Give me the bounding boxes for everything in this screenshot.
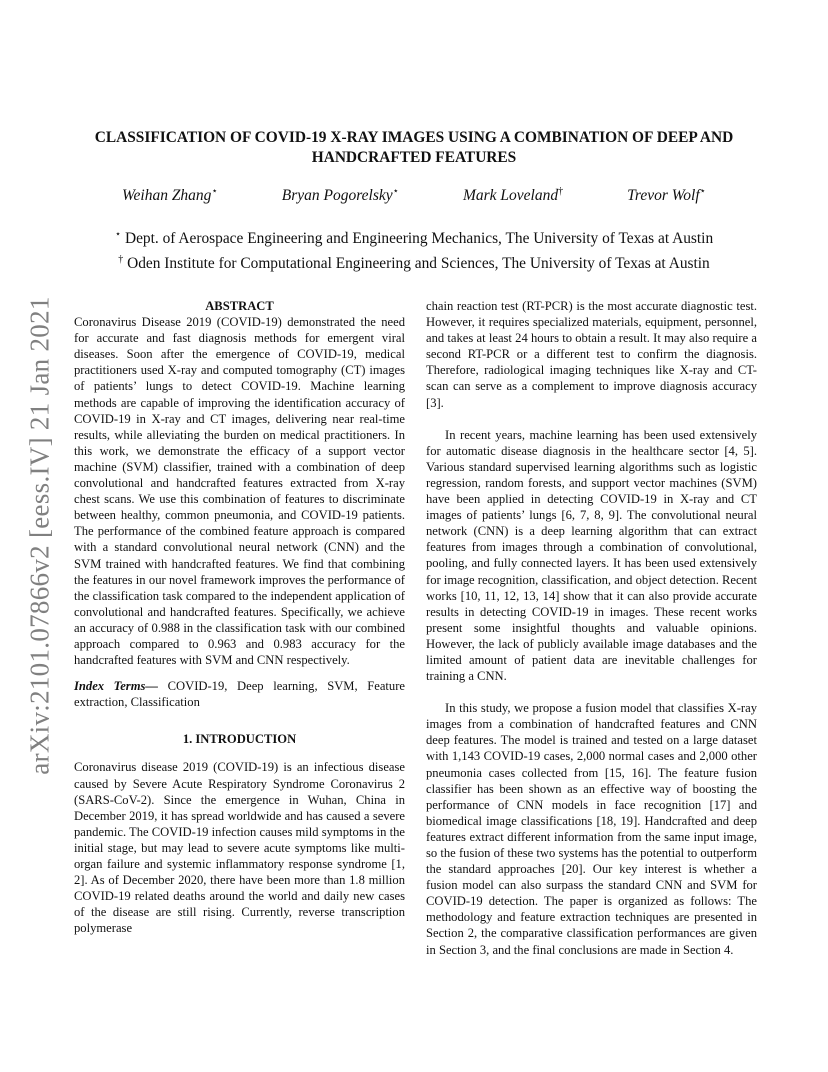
index-terms-label: Index Terms—: [74, 679, 159, 694]
affiliation: ⋆ Dept. of Aerospace Engineering and Engineering Mechanics, The University of Texas at Austin: [114, 229, 714, 248]
section-heading-introduction: 1. INTRODUCTION: [182, 732, 297, 747]
index-terms-text: COVID-19, Deep learning, SVM, Feature extraction, Classification: [74, 679, 406, 710]
paper-title: CLASSIFICATION OF COVID-19 X-RAY IMAGES USING A COMBINATION OF DEEP AND HANDCRAFTED FEATURES: [94, 129, 734, 166]
arxiv-id: arXiv:2101.07866v2 [eess.IV] 21 Jan 2021: [24, 295, 55, 775]
abstract-text: Coronavirus Disease 2019 (COVID-19) demonstrated the need for accurate and fast diagnosis methods for emergent viral diseases. Soon after the emergence of COVID-19, medical practitioners used X-ray and computed tomography (CT) images of patients’ lungs to detect COVID-19. Machine learning methods are capable of improving the identification accuracy of COVID-19 in X-ray and CT images, delivering near real-time results, while alleviating the burden on medical practitioners. In this work, we demonstrate the efficacy of a support vector machine (SVM) classifier, trained with a combination of deep convolutional and handcrafted features extracted from X-ray chest scans. We use this combination of features to discriminate between healthy, common pneumonia, and COVID-19 patients. The performance of the combined feature approach is compared with a standard convolutional neural network (CNN) and the SVM trained with handcrafted features. We find that combining the features in our novel framework improves the performance of the classification task compared to the independent application of convolutional and handcrafted features. Specifically, we achieve an accuracy of 0.988 in the classification task with our combined approach compared to 0.963 and 0.983 accuracy for the handcrafted features with SVM and CNN respectively.: [74, 315, 405, 668]
left-column: [74, 298, 405, 936]
body-paragraph: In this study, we propose a fusion model that classifies X-ray images from a combination of handcrafted features and CNN deep features. The model is trained and tested on a large dataset with 1,143 COVID-19 cases, 2,000 normal cases and 2,000 other pneumonia cases collected from [15, 16]. The feature fusion classifier has been shown as an effective way of boosting the performance of CNN models in face recognition [17] and biomedical image classifications [18, 19]. Handcrafted and deep features extract different information from the same input image, so the fusion of these two systems has the potential to outperform the standard approaches [20]. Our key interest is whether a fusion model can also surpass the standard CNN and SVM for COVID-19 detection. The paper is organized as follows: The methodology and feature extraction techniques are presented in Section 2, the comparative classification performances are given in Section 3, and the final conclusions are made in Section 4.: [426, 701, 757, 957]
arxiv-stamp: [20, 290, 60, 780]
affiliations: [60, 225, 768, 274]
author-list: [90, 186, 738, 205]
intro-paragraph: Coronavirus disease 2019 (COVID-19) is an infectious disease caused by Severe Acute Respiratory Syndrome Coronavirus 2 (SARS-CoV-2). Since the emergence in Wuhan, China in December 2019, it has spread worldwide and has caused a severe pandemic. The COVID-19 infection causes mild symptoms in the initial stage, but may lead to severe acute symptoms like multi-organ failure and systemic inflammatory response syndrome [1, 2]. As of December 2020, there have been more than 1.8 million COVID-19 related deaths around the world and daily new cases of the disease are still rising. Currently, reverse transcription polymerase: [74, 760, 405, 936]
index-terms: [74, 678, 405, 710]
author: Mark Loveland†: [462, 186, 564, 205]
body-paragraph: In recent years, machine learning has been used extensively for automatic disease diagnosis in the healthcare sector [4, 5]. Various standard supervised learning algorithms such as logistic regression, random forests, and support vector machines (SVM) have been applied in detecting COVID-19 in X-ray and CT images of patients’ lungs [6, 7, 8, 9]. The convolutional neural network (CNN) is a deep learning algorithm that can extract features from images through a combination of convolutional, pooling, and fully connected layers. It has been used extensively for image recognition, classification, and object detection. Recent works [10, 11, 12, 13, 14] show that it can also provide accurate results in detecting COVID-19 in images. These recent works present some insightful thoughts and valuable opinions. However, the lack of publicly available image databases and the limited amount of patient data are inevitable challenges for training a CNN.: [426, 427, 757, 684]
affiliation: † Oden Institute for Computational Engineering and Sciences, The University of Texas at Austin: [118, 253, 710, 272]
abstract-heading: ABSTRACT: [205, 299, 274, 313]
author: Bryan Pogorelsky⋆: [281, 186, 399, 205]
right-column: [426, 298, 757, 958]
author: Trevor Wolf⋆: [627, 186, 706, 205]
body-paragraph: chain reaction test (RT-PCR) is the most accurate diagnostic test. However, it requires specialized materials, equipment, personnel, and takes at least 24 hours to obtain a result. It may also require a second RT-PCR or a different test to confirm the diagnosis. Therefore, radiological imaging techniques like X-ray and CT-scan can serve as a complement to improve diagnosis accuracy [3].: [426, 299, 757, 410]
author: Weihan Zhang⋆: [122, 186, 218, 205]
